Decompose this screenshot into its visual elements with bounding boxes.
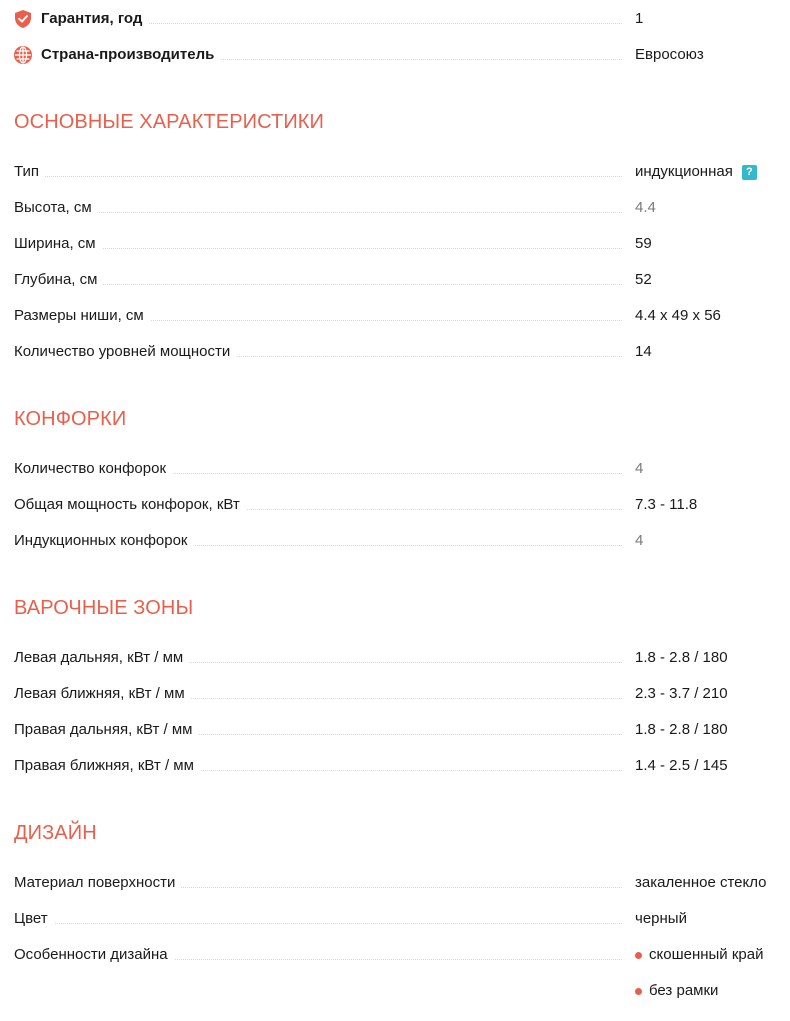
spec-row: [14, 161, 776, 183]
spec-row: [14, 683, 776, 705]
shield-check-icon: [14, 10, 32, 28]
dotted-leader: [14, 248, 622, 249]
dotted-leader: [14, 176, 622, 177]
spec-value: 1: [635, 10, 644, 27]
spec-row-continuation: [14, 980, 776, 1002]
spec-value: 52: [635, 271, 652, 288]
spec-row: [14, 197, 776, 219]
bullet-dot-icon: [635, 988, 642, 995]
section-title-burners: КОНФОРКИ: [14, 408, 127, 430]
spec-row: [14, 269, 776, 291]
spec-row: [14, 872, 776, 894]
dotted-leader: [14, 923, 622, 924]
spec-label: Высота, см: [14, 197, 98, 219]
globe-icon: [14, 46, 32, 64]
spec-row-warranty: [14, 8, 776, 30]
spec-value: 59: [635, 235, 652, 252]
spec-value: 1.4 - 2.5 / 145: [635, 757, 728, 774]
dotted-leader: [14, 284, 622, 285]
spec-value: 14: [635, 343, 652, 360]
spec-row: [14, 944, 776, 966]
spec-value: 1.8 - 2.8 / 180: [635, 649, 728, 666]
spec-label: Количество уровней мощности: [14, 341, 236, 363]
spec-label: Размеры ниши, см: [14, 305, 150, 327]
spec-value: черный: [635, 910, 687, 927]
spec-row: [14, 341, 776, 363]
spec-value: без рамки: [649, 982, 719, 999]
spec-value: скошенный край: [649, 946, 764, 963]
spec-value: индукционная: [635, 163, 733, 180]
spec-label: Индукционных конфорок: [14, 530, 194, 552]
spec-label: Левая ближняя, кВт / мм: [14, 683, 191, 705]
bullet-dot-icon: [635, 952, 642, 959]
spec-label: Материал поверхности: [14, 872, 181, 894]
spec-label: Страна-производитель: [41, 46, 215, 63]
spec-row: [14, 908, 776, 930]
section-title-main: ОСНОВНЫЕ ХАРАКТЕРИСТИКИ: [14, 111, 325, 133]
spec-row: [14, 494, 776, 516]
spec-row: [14, 305, 776, 327]
spec-row-country: [14, 44, 776, 66]
spec-value: 4: [635, 532, 644, 549]
spec-row: [14, 458, 776, 480]
spec-label: Количество конфорок: [14, 458, 172, 480]
spec-label: Правая дальняя, кВт / мм: [14, 719, 199, 741]
spec-row: [14, 719, 776, 741]
section-title-zones: ВАРОЧНЫЕ ЗОНЫ: [14, 597, 194, 619]
spec-value: 4.4: [635, 199, 656, 216]
spec-value: 7.3 - 11.8: [635, 496, 698, 513]
dotted-leader: [14, 212, 622, 213]
spec-row: [14, 530, 776, 552]
spec-label: Ширина, см: [14, 233, 102, 255]
spec-value: закаленное стекло: [635, 874, 767, 891]
spec-label: Цвет: [14, 908, 54, 930]
spec-row: [14, 755, 776, 777]
spec-value: Евросоюз: [635, 46, 704, 63]
spec-label: Тип: [14, 161, 45, 183]
spec-value: 2.3 - 3.7 / 210: [635, 685, 728, 702]
spec-value: 4.4 x 49 x 56: [635, 307, 721, 324]
spec-label: Общая мощность конфорок, кВт: [14, 494, 246, 516]
spec-label: Правая ближняя, кВт / мм: [14, 755, 200, 777]
spec-bullet-item: [635, 980, 718, 1002]
spec-value: 4: [635, 460, 644, 477]
section-title-design: ДИЗАЙН: [14, 822, 97, 844]
spec-label: Левая дальняя, кВт / мм: [14, 647, 189, 669]
help-icon[interactable]: ?: [742, 165, 757, 180]
spec-row: [14, 647, 776, 669]
spec-label: Гарантия, год: [41, 10, 143, 27]
spec-bullet-item: [635, 944, 763, 966]
spec-row: [14, 233, 776, 255]
spec-label: Особенности дизайна: [14, 944, 174, 966]
spec-value: 1.8 - 2.8 / 180: [635, 721, 728, 738]
spec-label: Глубина, см: [14, 269, 103, 291]
